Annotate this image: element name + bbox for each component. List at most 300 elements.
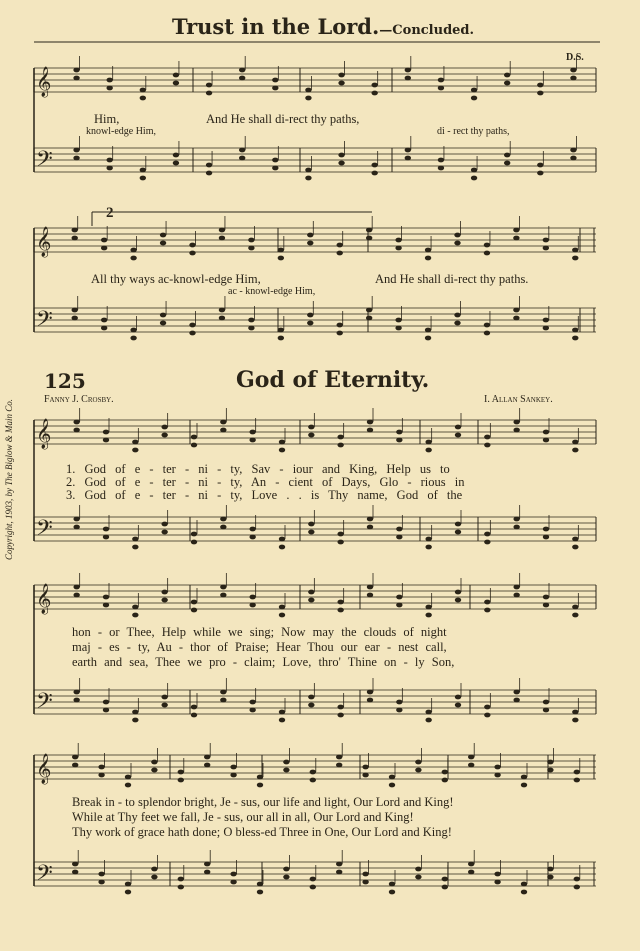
trust-s1-treble-note [537,83,543,88]
s1-bass-note [132,537,138,542]
trust-s2-bass-note [425,328,431,333]
s1-bass-note [279,537,285,542]
s1-bass-note [161,522,167,527]
trust-s2-bass-note [307,321,313,326]
s2-treble-note [191,600,197,605]
s2-treble-note [249,595,255,600]
s2-bass-note [132,718,138,723]
s1-treble-note [73,420,79,425]
s2-treble-note [249,603,255,608]
trust-s1-bass-note [173,153,179,158]
s2-treble-note [396,603,402,608]
trust-s2-bass-note [101,326,107,331]
s2-treble-note [425,605,431,610]
s2-bass-note [220,698,226,703]
s3-treble-note [547,760,553,765]
s1-bass-note [425,537,431,542]
trust-s2-treble-note [219,236,225,241]
trust-s2-bass-note [513,308,519,313]
s1-bass-note [455,522,461,527]
trust-s1-treble-note [239,76,245,81]
s1-treble-note [367,420,373,425]
s1-treble-note [572,448,578,453]
s1-treble-note [396,438,402,443]
s2-treble-note [396,595,402,600]
trust-s2-treble-note [160,233,166,238]
trust-s2-bass-note [219,316,225,321]
s2-bass-note [132,710,138,715]
hymn-composer: I. Allan Sankey. [484,394,553,405]
trust-s1-treble-note [471,96,477,101]
s1-bass-note [484,540,490,545]
trust-s1-treble-note [504,73,510,78]
trust-s2-bass-note [425,336,431,341]
trust-s2-bass-note [337,323,343,328]
s1-bass-note [425,545,431,550]
s1-bass-note [543,527,549,532]
trust-s1-bass-note [438,166,444,171]
s3-treble-clef: 𝄞 [36,754,52,784]
s1-treble-note [396,430,402,435]
trust-s2-treble-note [101,246,107,251]
s2-treble-note [425,613,431,618]
s2-bass-note [249,700,255,705]
trust-s2-treble-note [366,228,372,233]
trust-s1-treble-note [106,78,112,83]
s1-bass-note [249,535,255,540]
s2-treble-note [220,585,226,590]
system1-verse3: 3. God of e - ter - ni - ty, Love . . is Thy name, God of the [66,488,463,502]
trust-s1-treble-note [570,68,576,73]
s3-bass-note [415,875,421,880]
copyright-notice: Copyright, 1903, by The Biglow & Main Co. [4,399,14,560]
s3-treble-note [574,778,580,783]
s2-bass-note [279,710,285,715]
trust-s1-bass-note [106,166,112,171]
s2-treble-note [572,613,578,618]
s3-treble-note [415,768,421,773]
trust-s2-treble-note [337,243,343,248]
s1-bass-note [572,537,578,542]
s2-bass-note [425,710,431,715]
s3-treble-note [98,765,104,770]
s3-bass-note [125,882,131,887]
trust-s1-treble-note [73,68,79,73]
trust-s2-treble-note [189,243,195,248]
s3-treble-note [125,775,131,780]
trust-s2-bass-note [484,331,490,336]
trust-s2-treble-note [572,248,578,253]
trust-s2-treble-note [395,246,401,251]
s3-treble-note [257,783,263,788]
s1-treble-note [367,428,373,433]
s2-treble-clef: 𝄞 [36,584,52,614]
trust-s1-bass-note [570,156,576,161]
trust-row2-top-2: And He shall di-rect thy paths. [375,272,529,286]
s3-treble-note [310,770,316,775]
trust-s2-treble-note [248,246,254,251]
trust-s1-bass-note [371,171,377,176]
s2-treble-note [367,585,373,590]
trust-s2-bass-note [189,323,195,328]
s2-treble-note [220,593,226,598]
s2-bass-note [367,698,373,703]
s1-bass-note [337,540,343,545]
system2-verse1: hon - or Thee, Help while we sing; Now may the clouds of night [72,625,447,639]
s2-treble-note [161,598,167,603]
trust-s1-bass-note [371,163,377,168]
s2-bass-note [455,703,461,708]
s2-treble-note [132,613,138,618]
s2-bass-note [73,698,79,703]
trust-s2-treble-note [513,236,519,241]
s1-bass-note [132,545,138,550]
trust-s2-bass-note [278,328,284,333]
trust-s1-treble-note [173,81,179,86]
s1-treble-note [103,430,109,435]
s1-bass-note [396,527,402,532]
s1-bass-note [308,522,314,527]
s3-bass-note [468,862,474,867]
s1-treble-note [455,433,461,438]
s2-treble-note [513,593,519,598]
s1-bass-note [191,540,197,545]
s2-bass-clef: 𝄢 [36,689,53,719]
s2-bass-note [308,695,314,700]
s2-treble-note [103,603,109,608]
trust-s2-bass-note [395,318,401,323]
trust-s2-bass-note [130,328,136,333]
trust-s2-treble-note [337,251,343,256]
s2-treble-note [484,600,490,605]
trust-s2-bass-note [248,326,254,331]
s2-treble-note [455,590,461,595]
system1-verse2: 2. God of e - ter - ni - ty, An - cient of Days, Glo - rious in [66,475,465,489]
trust-s1-treble-note [537,91,543,96]
trust-s1-treble-note [405,68,411,73]
trust-s2-bass-note [395,326,401,331]
trust-s1-bass-note [471,168,477,173]
trust-s2-bass-note [72,316,78,321]
s2-treble-note [543,603,549,608]
trust-s1-treble-note [471,88,477,93]
trust-s2-bass-note [484,323,490,328]
s3-treble-note [442,770,448,775]
s3-bass-note [521,882,527,887]
trust-s1-bass-note [206,163,212,168]
s2-treble-note [367,593,373,598]
s1-treble-note [425,448,431,453]
trust-s2-treble-note [454,241,460,246]
s3-bass-note [204,870,210,875]
s1-treble-note [73,428,79,433]
s2-bass-note [543,700,549,705]
s3-bass-note [336,870,342,875]
trust-s1-treble-note [305,88,311,93]
s3-treble-note [521,775,527,780]
trust-s1-bass-note [504,153,510,158]
hymn-number: 125 [44,369,86,393]
trust-s1-treble-note [206,83,212,88]
s1-bass-note [73,517,79,522]
s3-bass-note [151,867,157,872]
s3-treble-note [98,773,104,778]
s2-bass-note [249,708,255,713]
s1-treble-clef: 𝄞 [36,419,52,449]
hymn-title: God of Eternity. [236,367,430,393]
s1-treble-note [337,443,343,448]
s1-treble-note [513,428,519,433]
s3-treble-note [521,783,527,788]
s1-bass-note [161,530,167,535]
treble-clef: 𝄞 [36,67,52,97]
bass-clef: 𝄢 [36,147,53,177]
system2-verse2: maj - es - ty, Au - thor of Praise; Hear Thou our ear - nest call, [72,640,447,654]
s1-bass-note [308,530,314,535]
s3-bass-note [98,872,104,877]
s1-bass-note [572,545,578,550]
s1-treble-note [543,430,549,435]
s2-bass-note [279,718,285,723]
s3-treble-note [125,783,131,788]
s1-bass-note [191,532,197,537]
trust-s1-treble-note [206,91,212,96]
s3-treble-note [204,763,210,768]
trust-s2-bass-note [366,308,372,313]
trust-s1-bass-note [471,176,477,181]
s3-treble-note [178,778,184,783]
trust-s2-bass-note [337,331,343,336]
s3-bass-note [230,872,236,877]
trust-s1-bass-note [73,148,79,153]
bass-clef-2: 𝄢 [36,307,53,337]
trust-s1-treble-note [371,83,377,88]
s1-bass-note [543,535,549,540]
trust-s2-bass-note [160,321,166,326]
s3-bass-note [494,880,500,885]
s2-treble-note [103,595,109,600]
s1-bass-note [396,535,402,540]
trust-s2-treble-note [101,238,107,243]
trust-s1-bass-note [305,176,311,181]
s2-treble-note [337,608,343,613]
s1-treble-note [425,440,431,445]
s1-bass-note [220,517,226,522]
trust-s2-bass-note [307,313,313,318]
s2-bass-note [396,708,402,713]
trust-s1-bass-note [272,158,278,163]
trust-s2-treble-note [278,256,284,261]
s1-treble-note [484,435,490,440]
s3-bass-note [468,870,474,875]
trust-s2-bass-note [278,336,284,341]
s2-bass-note [484,705,490,710]
trust-s2-bass-note [543,326,549,331]
s2-treble-note [337,600,343,605]
trust-s1-treble-note [338,81,344,86]
s3-bass-note [494,872,500,877]
trust-s2-treble-note [572,256,578,261]
trust-s2-treble-note [307,233,313,238]
s3-treble-note [389,775,395,780]
s2-bass-note [191,713,197,718]
trust-s1-treble-note [405,76,411,81]
s3-bass-note [442,885,448,890]
hymn-author: Fanny J. Crosby. [44,394,114,405]
trust-s2-treble-note [219,228,225,233]
trust-s2-bass-note [572,336,578,341]
s2-treble-note [191,608,197,613]
trust-s2-treble-note [454,233,460,238]
trust-s1-bass-note [140,168,146,173]
s3-treble-note [494,765,500,770]
s3-treble-note [468,755,474,760]
s3-bass-note [125,890,131,895]
trust-s1-bass-note [438,158,444,163]
trust-s1-bass-note [537,163,543,168]
system2-verse3: earth and sea, Thee we pro - claim; Love, thro' Thine on - ly Son, [72,655,455,669]
trust-s2-treble-note [72,228,78,233]
trust-row1-top-1: Him, [94,112,120,126]
s3-bass-note [574,885,580,890]
s3-bass-note [230,880,236,885]
trust-s2-bass-note [454,313,460,318]
s2-bass-note [572,718,578,723]
s1-treble-note [543,438,549,443]
trust-s1-treble-note [305,96,311,101]
page-title-text: Trust in the Lord. [172,14,380,39]
trust-s1-bass-note [537,171,543,176]
trust-s2-treble-note [366,236,372,241]
s1-treble-note [337,435,343,440]
s2-treble-note [543,595,549,600]
ds-mark: D.S. [566,52,584,63]
s3-bass-note [362,872,368,877]
s1-treble-note [455,425,461,430]
s1-treble-note [308,433,314,438]
trust-s2-bass-note [72,308,78,313]
s2-treble-note [308,598,314,603]
trust-s2-treble-note [248,238,254,243]
s3-bass-note [72,862,78,867]
s3-treble-note [151,760,157,765]
s3-bass-note [389,882,395,887]
s1-treble-note [161,425,167,430]
s2-bass-note [396,700,402,705]
s2-bass-note [161,703,167,708]
trust-s1-bass-note [405,148,411,153]
trust-s2-treble-note [130,256,136,261]
trust-s2-treble-note [189,251,195,256]
trust-s2-treble-note [307,241,313,246]
system3-verse2: While at Thy feet we fall, Je - sus, our all in all, Our Lord and King! [72,810,414,824]
s2-treble-note [455,598,461,603]
trust-s2-bass-note [366,316,372,321]
trust-s2-bass-note [248,318,254,323]
s3-bass-note [336,862,342,867]
s2-bass-note [220,690,226,695]
s3-treble-note [336,755,342,760]
s1-bass-note [455,530,461,535]
s2-bass-note [191,705,197,710]
trust-s1-treble-note [272,78,278,83]
trust-s1-treble-note [371,91,377,96]
s2-bass-note [103,700,109,705]
s2-bass-note [308,703,314,708]
s3-bass-note [574,877,580,882]
trust-s1-treble-note [106,86,112,91]
s1-bass-note [513,525,519,530]
s2-bass-note [484,713,490,718]
s1-treble-note [191,435,197,440]
trust-s2-treble-note [130,248,136,253]
trust-s2-bass-note [572,328,578,333]
ending-mark: 2 [106,205,114,221]
trust-s2-treble-note [543,238,549,243]
trust-s1-bass-note [272,166,278,171]
s3-bass-note [547,875,553,880]
s1-bass-note [367,517,373,522]
s1-bass-note [73,525,79,530]
s3-treble-note [72,755,78,760]
trust-s1-bass-note [305,168,311,173]
s1-treble-note [103,438,109,443]
s1-bass-note [367,525,373,530]
trust-s1-treble-note [272,86,278,91]
s1-treble-note [249,438,255,443]
s3-treble-note [230,773,236,778]
s3-bass-note [72,870,78,875]
s2-bass-note [513,690,519,695]
s2-bass-note [513,698,519,703]
s3-bass-note [178,885,184,890]
trust-s2-bass-note [513,316,519,321]
concluded-label: —Concluded. [379,23,475,38]
trust-s2-treble-note [425,256,431,261]
s3-bass-note [257,882,263,887]
s2-bass-note [337,713,343,718]
trust-s2-bass-note [130,336,136,341]
s3-treble-note [362,773,368,778]
s3-treble-note [310,778,316,783]
s2-bass-note [73,690,79,695]
s3-bass-note [521,890,527,895]
trust-s1-treble-note [173,73,179,78]
s1-bass-note [249,527,255,532]
trust-s1-bass-note [338,161,344,166]
s3-treble-note [362,765,368,770]
system3-verse1: Break in - to splendor bright, Je - sus, our life and light, Our Lord and King! [72,795,454,809]
s1-treble-note [279,448,285,453]
s3-treble-note [574,770,580,775]
s1-bass-note [103,535,109,540]
trust-s1-bass-note [173,161,179,166]
s2-treble-note [279,605,285,610]
s3-treble-note [257,775,263,780]
s2-treble-note [73,585,79,590]
s3-treble-note [230,765,236,770]
s2-bass-note [161,695,167,700]
s2-treble-note [132,605,138,610]
trust-s2-treble-note [513,228,519,233]
trust-row2-top-1: All thy ways ac-knowl-edge Him, [91,272,261,286]
s2-treble-note [572,605,578,610]
s2-bass-note [103,708,109,713]
s2-bass-note [572,710,578,715]
s3-treble-note [72,763,78,768]
trust-s2-treble-note [543,246,549,251]
s3-treble-note [468,763,474,768]
